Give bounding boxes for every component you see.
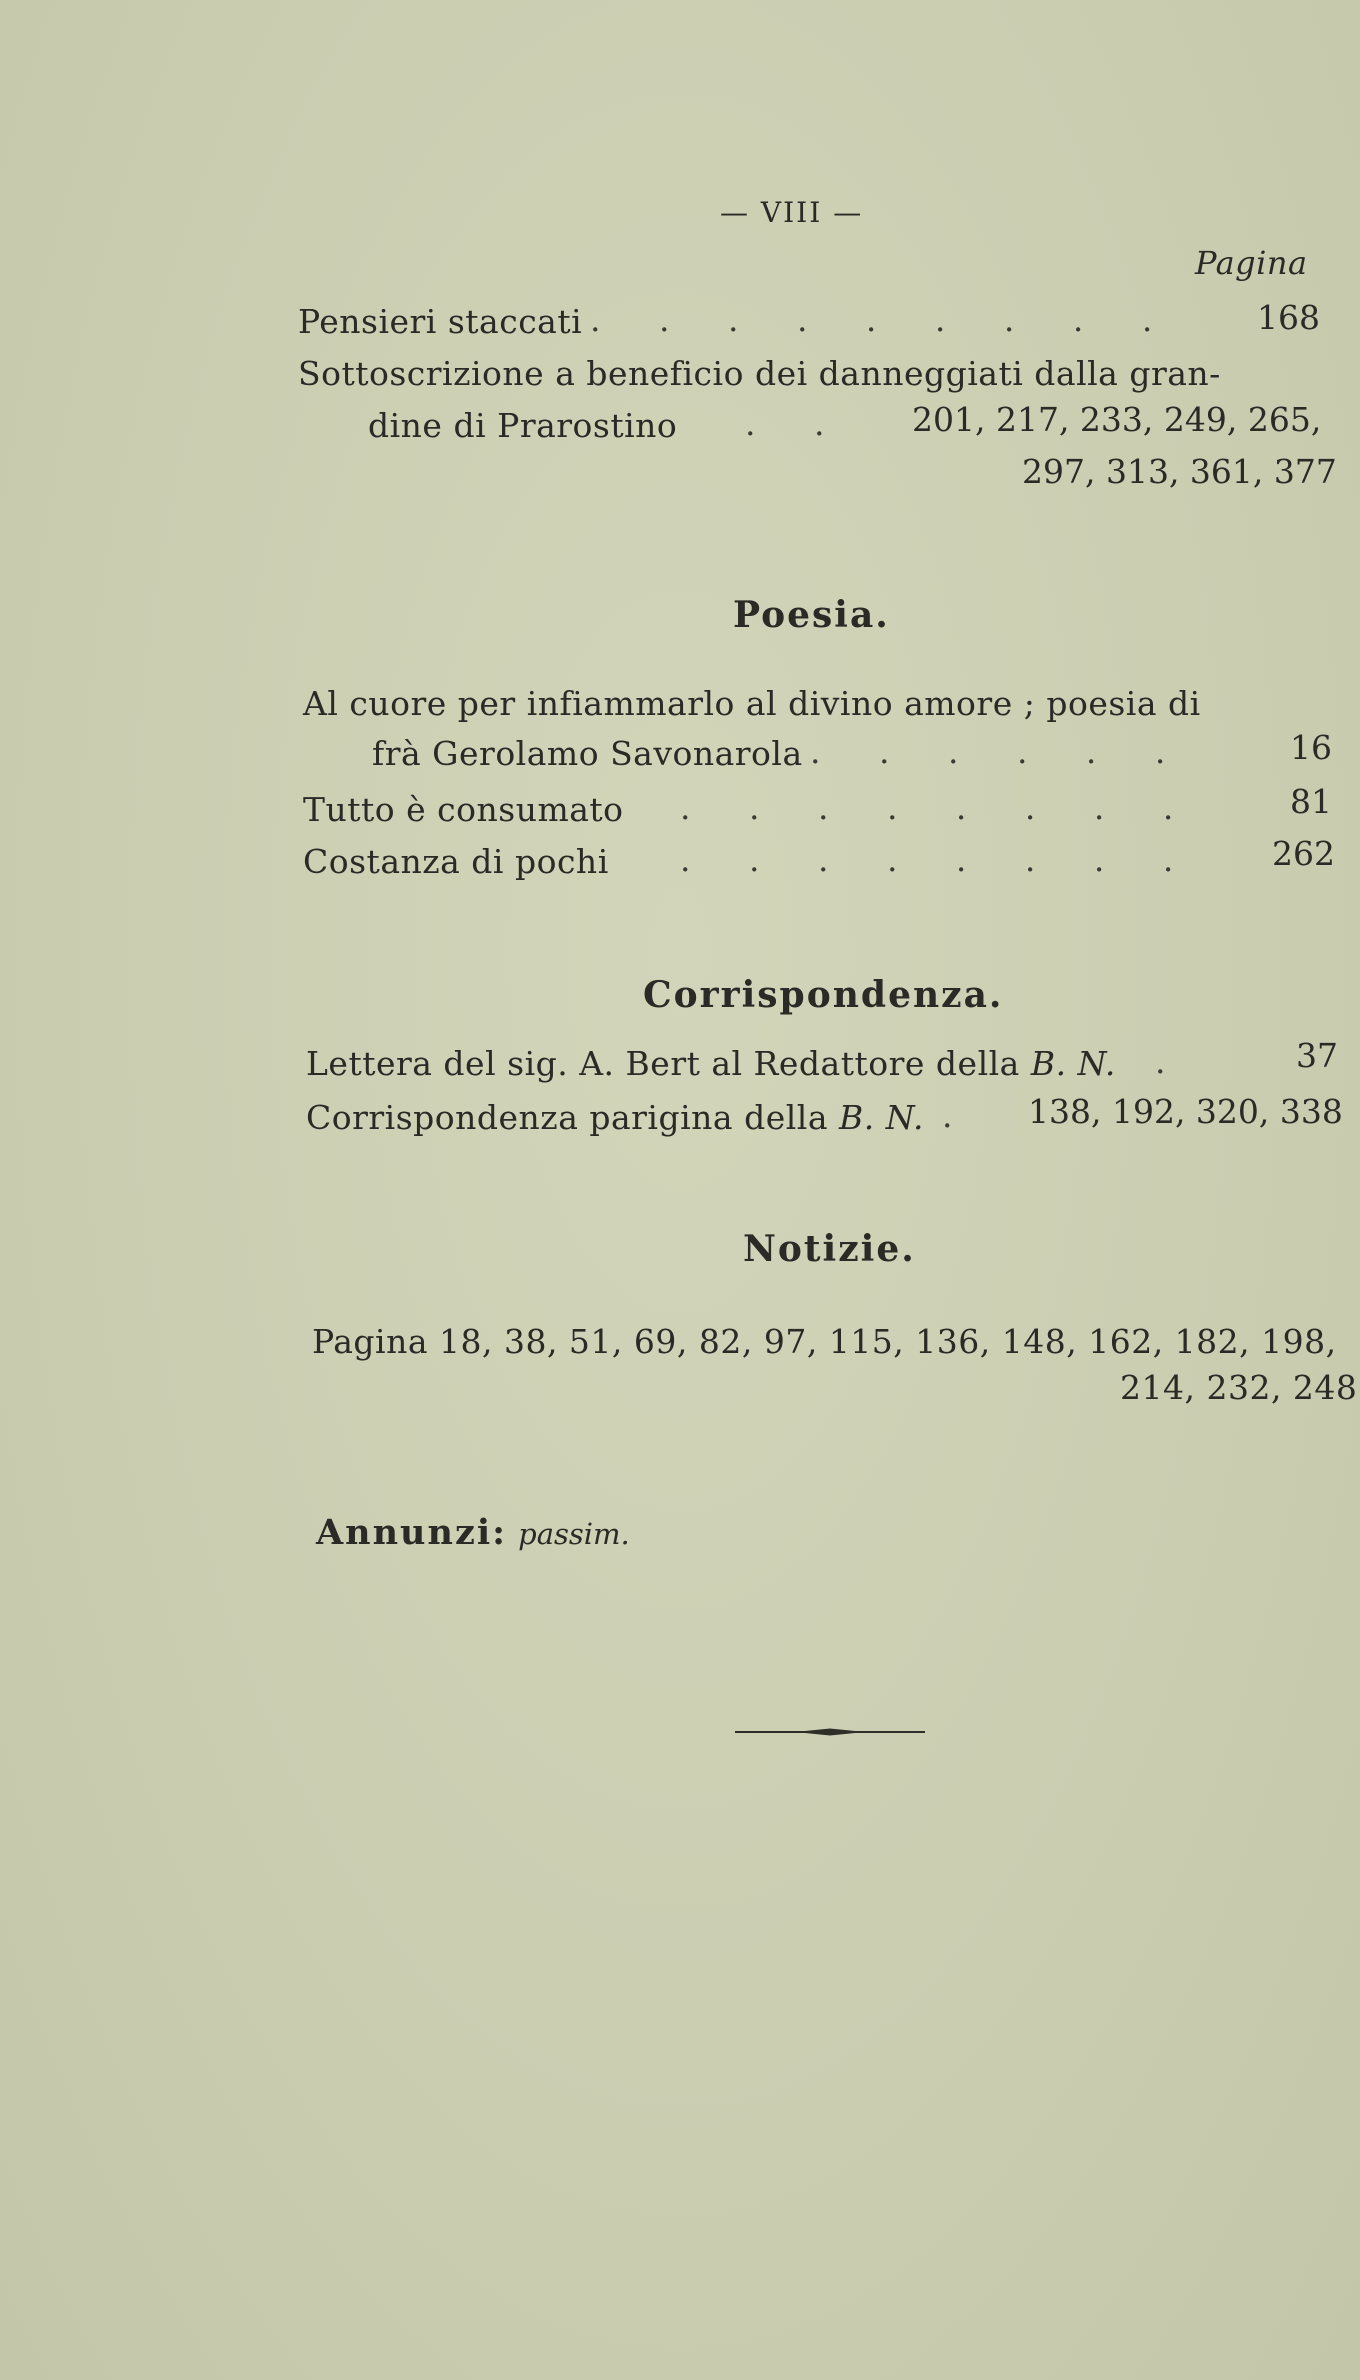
entry-pages: 37 (1296, 1036, 1338, 1075)
section-heading-corrispondenza: Corrispondenza. (643, 974, 1004, 1016)
annunzi-line (316, 1512, 630, 1553)
entry-pages: 201, 217, 233, 249, 265, (912, 400, 1322, 439)
leader-dots: . (1155, 1042, 1190, 1081)
notizie-pages: Pagina 18, 38, 51, 69, 82, 97, 115, 136, 148, 162, 182, 198, (312, 1322, 1337, 1361)
entry-title: Sottoscrizione a beneficio dei danneggiati dalla gran- (298, 354, 1221, 393)
section-heading-notizie: Notizie. (743, 1228, 916, 1270)
entry-title: Al cuore per infiammarlo al divino amore ; poesia di (303, 684, 1201, 723)
entry-title: Pensieri staccati (298, 302, 583, 341)
entry-title-text: Lettera del sig. A. Bert al Redattore della (306, 1044, 1031, 1083)
leader-dots: . . . . . . . . (680, 788, 1198, 827)
section-heading-poesia: Poesia. (733, 594, 890, 636)
entry-pages: 81 (1290, 782, 1332, 821)
leader-dots: . . . . . . . . . (590, 300, 1177, 339)
entry-pages: 262 (1272, 834, 1335, 873)
entry-pages-continued: 297, 313, 361, 377 (1022, 452, 1337, 491)
entry-title-text: Corrispondenza parigina della (306, 1098, 840, 1137)
section-heading-annunzi: Annunzi: (316, 1512, 508, 1553)
page-folio: — VIII — (720, 196, 864, 229)
notizie-pages-continued: 214, 232, 248 (1120, 1368, 1358, 1407)
entry-pages: 138, 192, 320, 338 (1028, 1092, 1343, 1131)
entry-title-continued: dine di Prarostino (368, 406, 678, 445)
ornamental-rule (735, 1728, 925, 1736)
entry-title (306, 1098, 924, 1137)
leader-dots: . . . . . . . . (680, 840, 1198, 879)
entry-title-continued: frà Gerolamo Savonarola (372, 734, 803, 773)
leader-dots: . . . . . . (810, 732, 1190, 771)
entry-title: Costanza di pochi (303, 842, 609, 881)
leader-dots: . . (745, 404, 849, 443)
leader-dots: . (942, 1096, 977, 1135)
entry-title: Tutto è consumato (303, 790, 624, 829)
entry-title-italic: B. N. (839, 1098, 924, 1137)
entry-title (306, 1044, 1116, 1083)
entry-pages: 16 (1290, 728, 1332, 767)
pagina-column-label: Pagina (1195, 244, 1308, 282)
annunzi-note: passim. (518, 1517, 630, 1551)
entry-title-italic: B. N. (1030, 1044, 1116, 1083)
entry-pages: 168 (1257, 298, 1320, 337)
